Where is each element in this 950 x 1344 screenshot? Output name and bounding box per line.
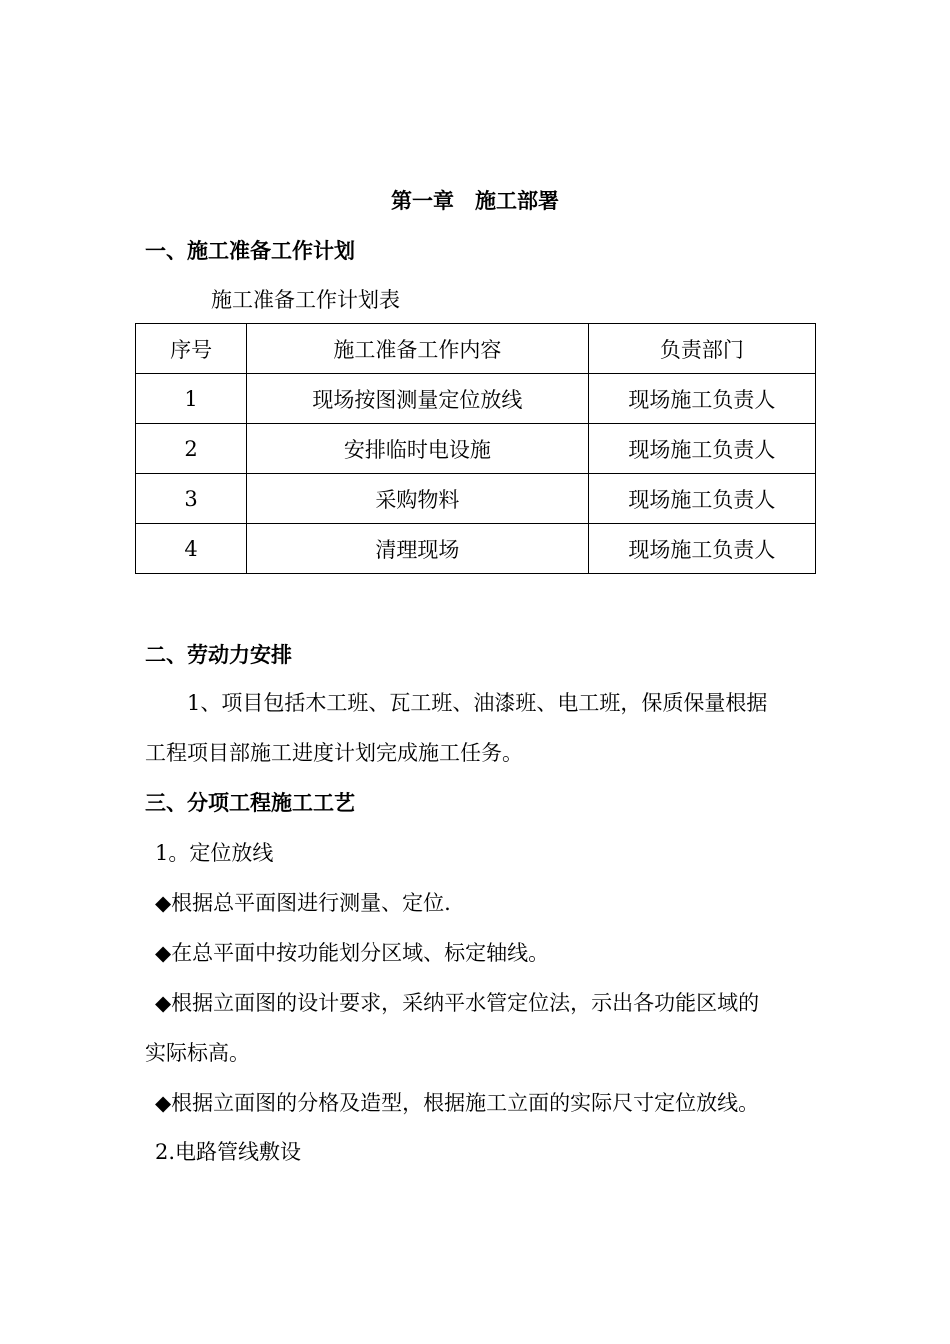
table-header-cell: 负责部门 (588, 324, 815, 374)
table-cell: 2 (136, 424, 247, 474)
table-cell: 采购物料 (247, 474, 589, 524)
section-heading-2: 二、劳动力安排 (145, 643, 292, 667)
bullet-item: ◆根据立面图的设计要求，采纳平水管定位法，示出各功能区域的 (155, 991, 760, 1015)
bullet-item-continuation: 实际标高。 (145, 1041, 250, 1065)
section-heading-3: 三、分项工程施工工艺 (145, 791, 355, 815)
table-cell: 安排临时电设施 (247, 424, 589, 474)
table-cell: 现场施工负责人 (588, 374, 815, 424)
table-header-cell: 施工准备工作内容 (247, 324, 589, 374)
table-row (136, 374, 816, 424)
table-row (136, 524, 816, 574)
table-row (136, 474, 816, 524)
paragraph-line: 1、项目包括木工班、瓦工班、油漆班、电工班，保质保量根据 (187, 691, 768, 715)
section-heading-1: 一、施工准备工作计划 (145, 239, 355, 263)
table-header-cell: 序号 (136, 324, 247, 374)
table-cell: 现场按图测量定位放线 (247, 374, 589, 424)
table-caption: 施工准备工作计划表 (211, 288, 400, 312)
bullet-item: ◆在总平面中按功能划分区域、标定轴线。 (155, 941, 550, 965)
chapter-title: 第一章 施工部署 (391, 189, 559, 213)
table-row (136, 424, 816, 474)
table-cell: 1 (136, 374, 247, 424)
table-cell: 现场施工负责人 (588, 524, 815, 574)
table-cell: 3 (136, 474, 247, 524)
paragraph-line: 工程项目部施工进度计划完成施工任务。 (145, 741, 523, 765)
work-plan-table (135, 323, 816, 574)
bullet-item: ◆根据立面图的分格及造型，根据施工立面的实际尺寸定位放线。 (155, 1091, 760, 1115)
table-cell: 4 (136, 524, 247, 574)
bullet-item: ◆根据总平面图进行测量、定位. (155, 891, 451, 915)
subsection-title: 2.电路管线敷设 (155, 1140, 302, 1164)
table-cell: 清理现场 (247, 524, 589, 574)
table-header-row (136, 324, 816, 374)
subsection-title: 1。定位放线 (155, 841, 274, 865)
table-cell: 现场施工负责人 (588, 424, 815, 474)
table-cell: 现场施工负责人 (588, 474, 815, 524)
